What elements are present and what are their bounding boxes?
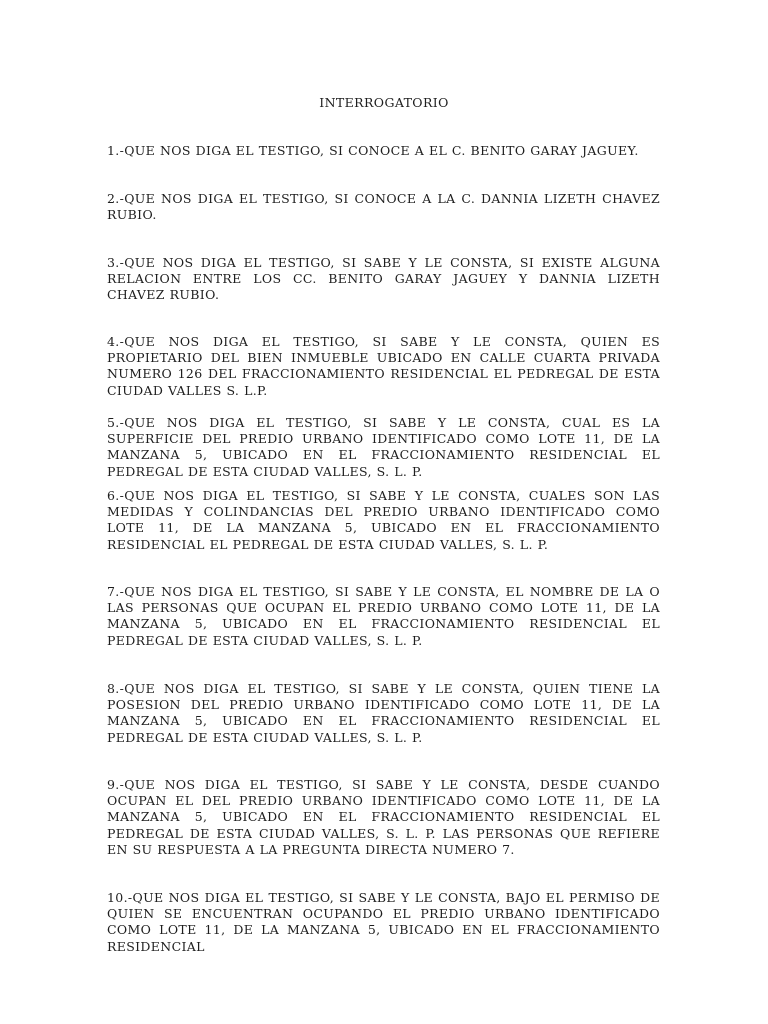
question-8: 8.-QUE NOS DIGA EL TESTIGO, SI SABE Y LE CONSTA, QUIEN TIENE LA POSESION DEL PREDIO URBANO IDENTIFICADO COMO LOTE 11, DE LA MANZANA 5, UBICADO EN EL FRACCIONAMIENTO RESIDENCIAL EL PEDREGAL DE ESTA CIUDAD VALLES, S. L. P. (107, 681, 660, 745)
question-5: 5.-QUE NOS DIGA EL TESTIGO, SI SABE Y LE CONSTA, CUAL ES LA SUPERFICIE DEL PREDIO URBANO IDENTIFICADO COMO LOTE 11, DE LA MANZANA 5, UBICADO EN EL FRACCIONAMIENTO RESIDENCIAL EL PEDREGAL DE ESTA CIUDAD VALLES, S. L. P. (107, 415, 660, 479)
question-6: 6.-QUE NOS DIGA EL TESTIGO, SI SABE Y LE CONSTA, CUALES SON LAS MEDIDAS Y COLINDANCIAS DEL PREDIO URBANO IDENTIFICADO COMO LOTE 11, DE LA MANZANA 5, UBICADO EN EL FRACCIONAMIENTO RESIDENCIAL EL PEDREGAL DE ESTA CIUDAD VALLES, S. L. P. (107, 488, 660, 552)
question-7: 7.-QUE NOS DIGA EL TESTIGO, SI SABE Y LE CONSTA, EL NOMBRE DE LA O LAS PERSONAS QUE OCUPAN EL PREDIO URBANO COMO LOTE 11, DE LA MANZANA 5, UBICADO EN EL FRACCIONAMIENTO RESIDENCIAL EL PEDREGAL DE ESTA CIUDAD VALLES, S. L. P. (107, 584, 660, 648)
document-title: INTERROGATORIO (319, 95, 449, 110)
question-3: 3.-QUE NOS DIGA EL TESTIGO, SI SABE Y LE CONSTA, SI EXISTE ALGUNA RELACION ENTRE LOS CC. BENITO GARAY JAGUEY Y DANNIA LIZETH CHAVEZ RUBIO. (107, 255, 660, 303)
question-1: 1.-QUE NOS DIGA EL TESTIGO, SI CONOCE A EL C. BENITO GARAY JAGUEY. (107, 143, 639, 158)
question-2: 2.-QUE NOS DIGA EL TESTIGO, SI CONOCE A LA C. DANNIA LIZETH CHAVEZ RUBIO. (107, 191, 660, 223)
question-9: 9.-QUE NOS DIGA EL TESTIGO, SI SABE Y LE CONSTA, DESDE CUANDO OCUPAN EL DEL PREDIO URBANO IDENTIFICADO COMO LOTE 11, DE LA MANZANA 5, UBICADO EN EL FRACCIONAMIENTO RESIDENCIAL EL PEDREGAL DE ESTA CIUDAD VALLES, S. L. P. LAS PERSONAS QUE REFIERE EN SU RESPUESTA A LA PREGUNTA DIRECTA NUMERO 7. (107, 777, 660, 857)
question-4: 4.-QUE NOS DIGA EL TESTIGO, SI SABE Y LE CONSTA, QUIEN ES PROPIETARIO DEL BIEN INMUEBLE UBICADO EN CALLE CUARTA PRIVADA NUMERO 126 DEL FRACCIONAMIENTO RESIDENCIAL EL PEDREGAL DE ESTA CIUDAD VALLES S. L.P. (107, 334, 660, 398)
question-10: 10.-QUE NOS DIGA EL TESTIGO, SI SABE Y LE CONSTA, BAJO EL PERMISO DE QUIEN SE ENCUENTRAN OCUPANDO EL PREDIO URBANO IDENTIFICADO COMO LOTE 11, DE LA MANZANA 5, UBICADO EN EL FRACCIONAMIENTO RESIDENCIAL (107, 890, 660, 954)
